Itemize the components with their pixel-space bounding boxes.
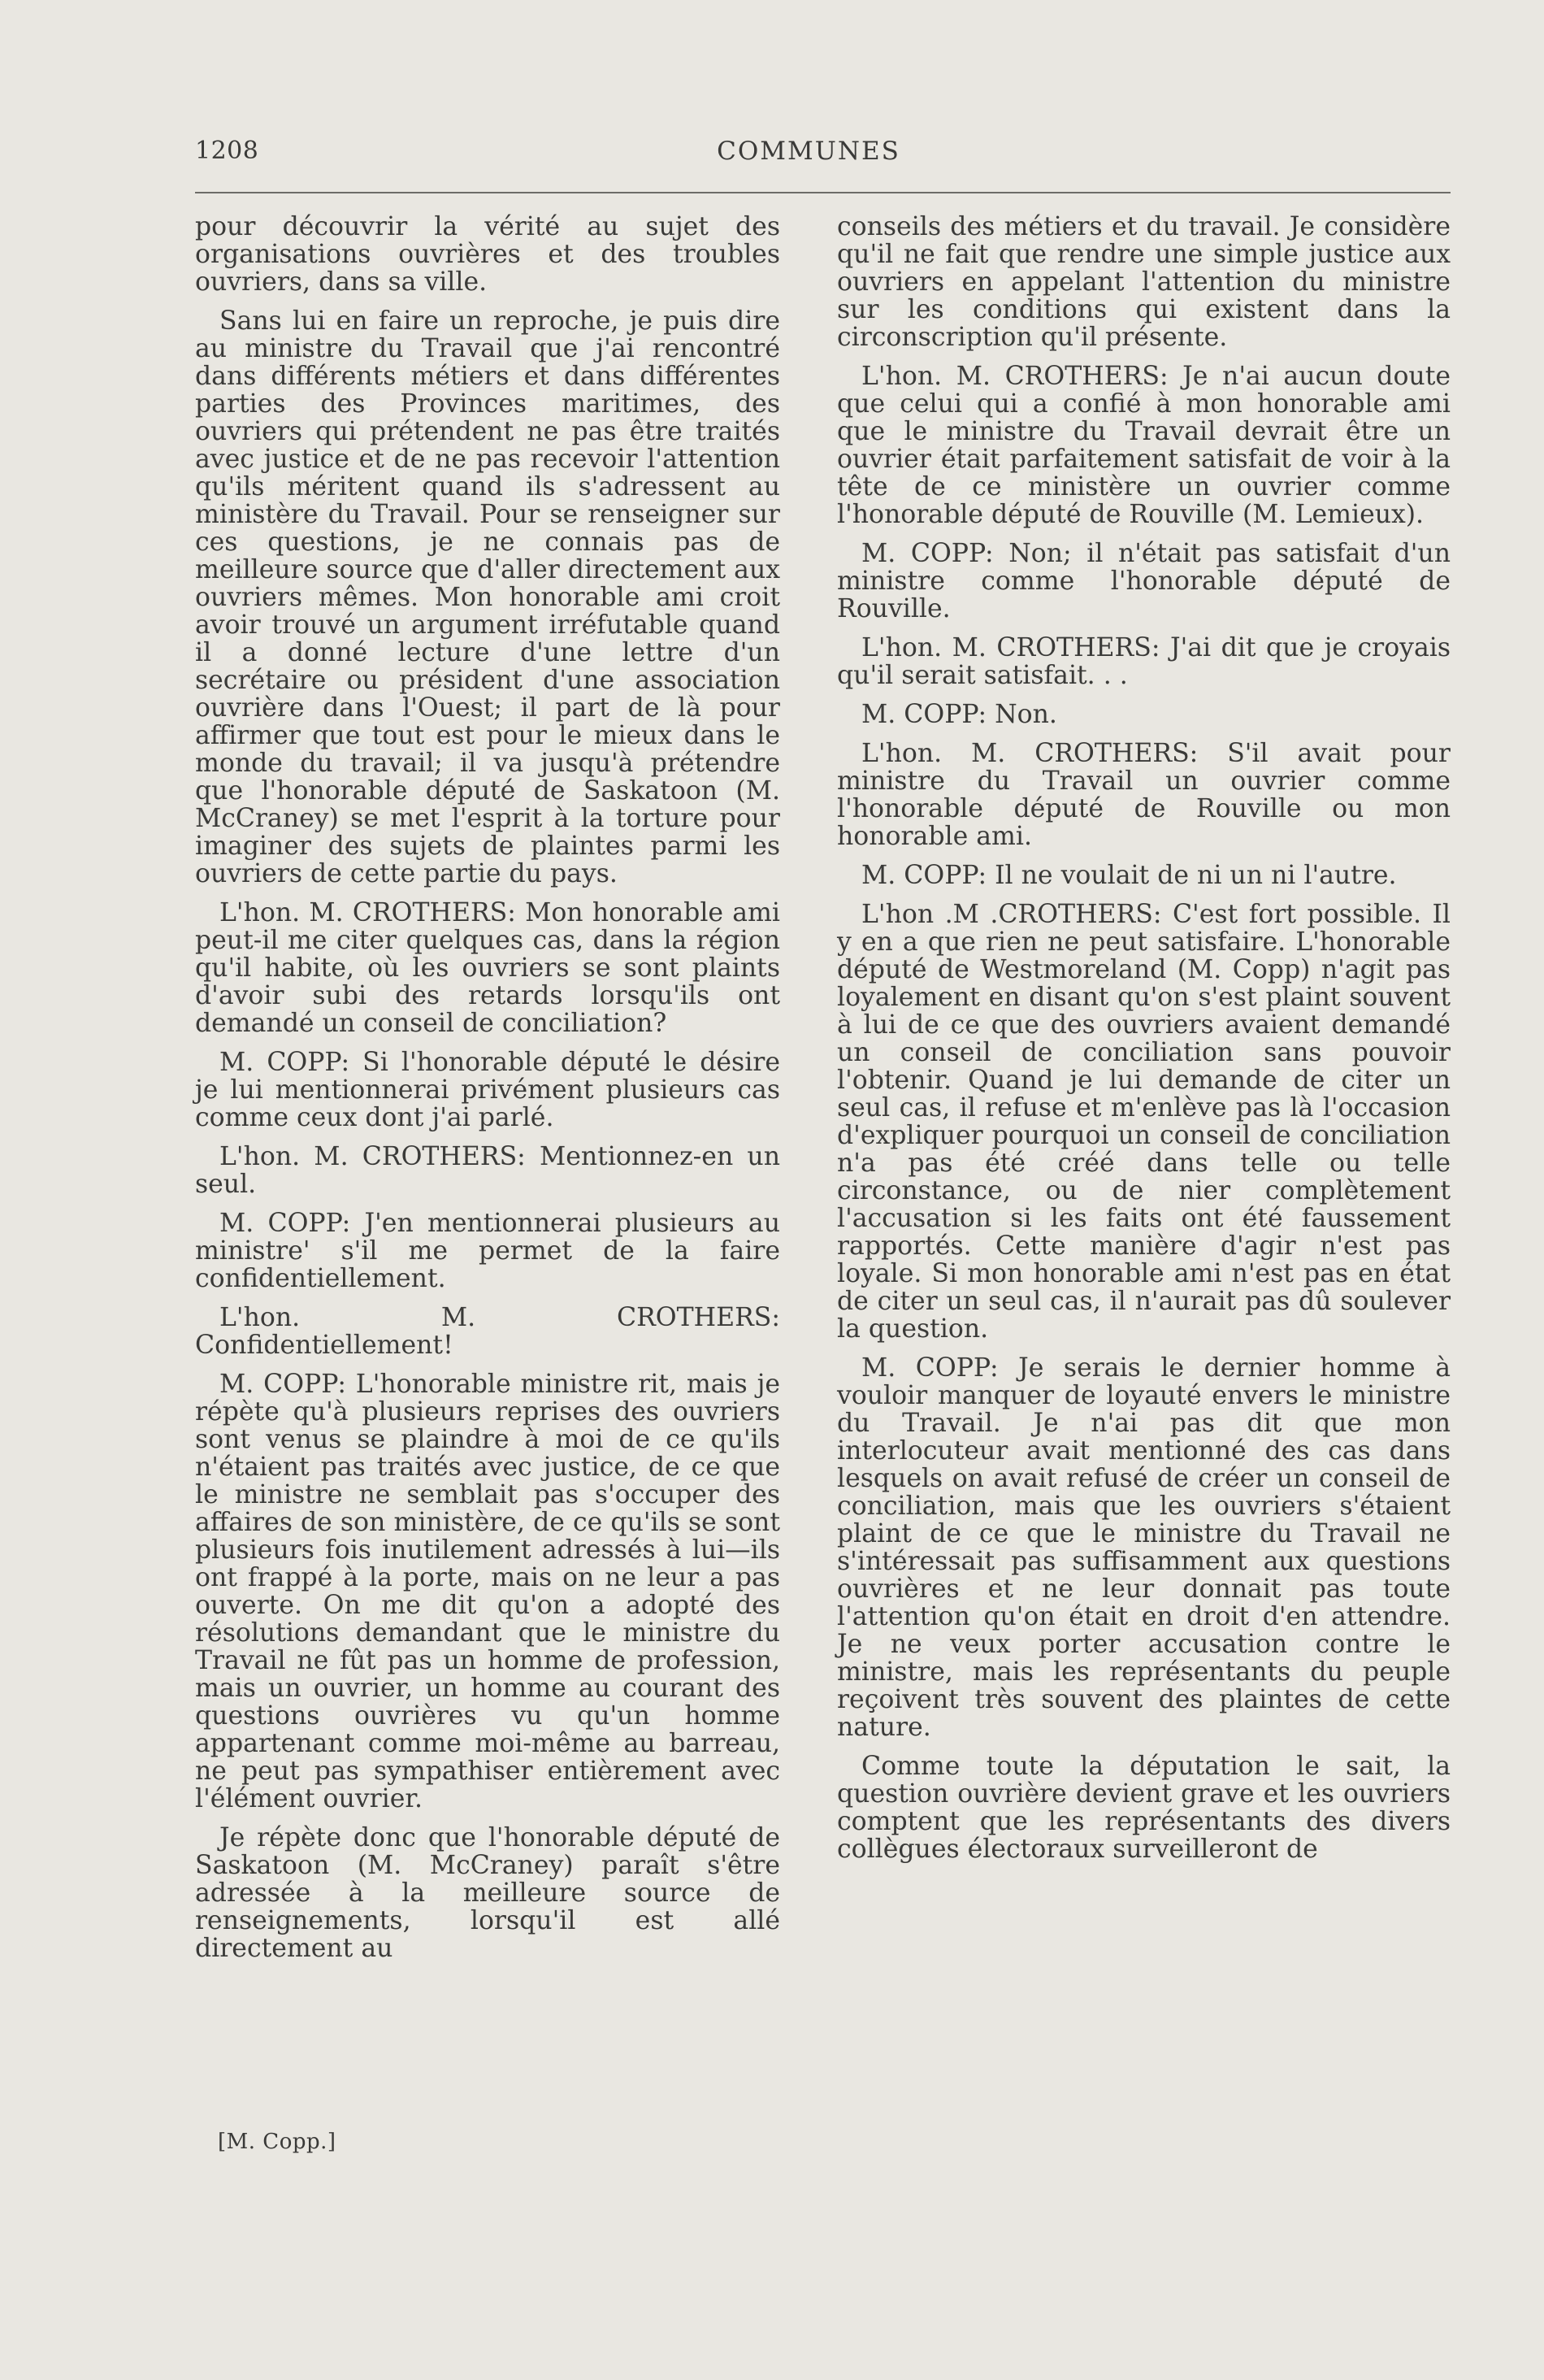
paragraph: L'hon. M. CROTHERS: S'il avait pour ministre du Travail un ouvrier comme l'honorable député de Rouville ou mon honorable ami. [837,739,1451,851]
paragraph: L'hon. M. CROTHERS: Confidentiellement! [195,1303,780,1360]
left-column [195,213,780,1974]
paragraph: M. COPP: J'en mentionnerai plusieurs au ministre' s'il me permet de la faire confidentiellement. [195,1209,780,1293]
paragraph: Comme toute la députation le sait, la question ouvrière devient grave et les ouvriers comptent que les représentants des divers collègues électoraux surveilleront de [837,1752,1451,1864]
paragraph: Sans lui en faire un reproche, je puis dire au ministre du Travail que j'ai rencontré dans différents métiers et dans différentes parties des Provinces maritimes, des ouvriers qui prétendent ne pas être traités avec justice et de ne pas recevoir l'attention qu'ils méritent quand ils s'adressent au ministère du Travail. Pour se renseigner sur ces questions, je ne connais pas de meilleure source que d'aller directement aux ouvriers mêmes. Mon honorable ami croit avoir trouvé un argument irréfutable quand il a donné lecture d'une lettre d'un secrétaire ou président d'une association ouvrière dans l'Ouest; il part de là pour affirmer que tout est pour le mieux dans le monde du travail; il va jusqu'à prétendre que l'honorable député de Saskatoon (M. McCraney) se met l'esprit à la torture pour imaginer des sujets de plaintes parmi les ouvriers de cette partie du pays. [195,306,780,888]
paragraph: L'hon. M. CROTHERS: Je n'ai aucun doute que celui qui a confié à mon honorable ami que le ministre du Travail devrait être un ouvrier était parfaitement satisfait de voir à la tête de ce ministère un ouvrier comme l'honorable député de Rouville (M. Lemieux). [837,362,1451,529]
page-header [195,137,1422,169]
page-number: 1208 [195,137,259,165]
paragraph: M. COPP: Si l'honorable député le désire je lui mentionnerai privément plusieurs cas comme ceux dont j'ai parlé. [195,1048,780,1132]
paragraph: M. COPP: Non; il n'était pas satisfait d'un ministre comme l'honorable député de Rouville. [837,539,1451,623]
paragraph: L'hon. M. CROTHERS: Mentionnez-en un seul. [195,1142,780,1199]
paragraph: M. COPP: Je serais le dernier homme à vouloir manquer de loyauté envers le ministre du Travail. Je n'ai pas dit que mon interlocuteur avait mentionné des cas dans lesquels on avait refusé de créer un conseil de conciliation, mais que les ouvriers s'étaient plaint de ce que le ministre du Travail ne s'intéressait pas suffisamment aux questions ouvrières et ne leur donnait pas toute l'attention qu'on était en droit d'en attendre. Je ne veux porter accusation contre le ministre, mais les représentants du peuple reçoivent très souvent des plaintes de cette nature. [837,1353,1451,1742]
paragraph: conseils des métiers et du travail. Je considère qu'il ne fait que rendre une simple justice aux ouvriers en appelant l'attention du ministre sur les conditions qui existent dans la circonscription qu'il présente. [837,212,1451,352]
paragraph: L'hon. M. CROTHERS: J'ai dit que je croyais qu'il serait satisfait. . . [837,633,1451,690]
right-column [837,213,1451,1874]
running-title: COMMUNES [717,137,900,166]
header-rule [195,192,1451,193]
paragraph: Je répète donc que l'honorable député de Saskatoon (M. McCraney) paraît s'être adressée à la meilleure source de renseignements, lorsqu'il est allé directement au [195,1823,780,1963]
paragraph: pour découvrir la vérité au sujet des organisations ouvrières et des troubles ouvriers, dans sa ville. [195,212,780,297]
paragraph: L'hon. M. CROTHERS: Mon honorable ami peut-il me citer quelques cas, dans la région qu'il habite, où les ouvriers se sont plaints d'avoir subi des retards lorsqu'ils ont demandé un conseil de conciliation? [195,898,780,1038]
paragraph: M. COPP: L'honorable ministre rit, mais je répète qu'à plusieurs reprises des ouvriers sont venus se plaindre à moi de ce qu'ils n'étaient pas traités avec justice, de ce que le ministre ne semblait pas s'occuper des affaires de son ministère, de ce qu'ils se sont plusieurs fois inutilement adressés à lui—ils ont frappé à la porte, mais on ne leur a pas ouverte. On me dit qu'on a adopté des résolutions demandant que le ministre du Travail ne fût pas un homme de profession, mais un ouvrier, un homme au courant des questions ouvrières vu qu'un homme appartenant comme moi-même au barreau, ne peut pas sympathiser entièrement avec l'élément ouvrier. [195,1370,780,1813]
speaker-signature: [M. Copp.] [218,2130,336,2154]
paragraph: M. COPP: Il ne voulait de ni un ni l'autre. [861,861,1397,890]
paragraph: L'hon .M .CROTHERS: C'est fort possible. Il y en a que rien ne peut satisfaire. L'honorable député de Westmoreland (M. Copp) n'agit pas loyalement en disant qu'on s'est plaint souvent à lui de ce que des ouvriers avaient demandé un conseil de conciliation sans pouvoir l'obtenir. Quand je lui demande de citer un seul cas, il refuse et m'enlève pas là l'occasion d'expliquer pourquoi un conseil de conciliation n'a pas été créé dans telle ou telle circonstance, ou de nier complètement l'accusation si les faits ont été faussement rapportés. Cette manière d'agir n'est pas loyale. Si mon honorable ami n'est pas en état de citer un seul cas, il n'aurait pas dû soulever la question. [837,900,1451,1344]
paragraph: M. COPP: Non. [861,700,1057,729]
